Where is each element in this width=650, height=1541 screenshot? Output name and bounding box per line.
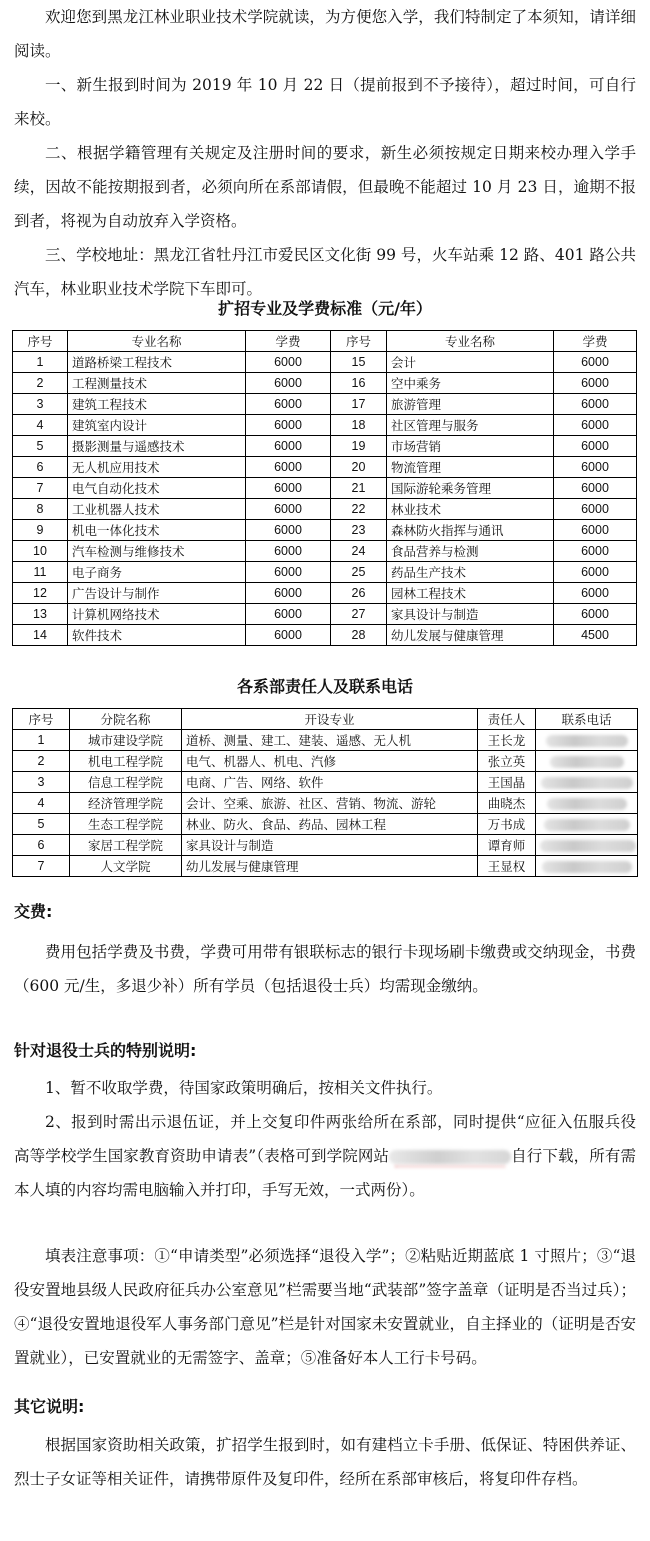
fees-table-row (13, 415, 637, 436)
cell-index: 13 (13, 604, 68, 625)
cell-college: 生态工程学院 (70, 814, 182, 835)
cell-person: 万书成 (478, 814, 536, 835)
cell-index: 22 (331, 499, 387, 520)
cell-phone-redacted (536, 814, 638, 835)
cell-fee: 6000 (246, 457, 331, 478)
fees-table-row (13, 457, 637, 478)
cell-person: 王显权 (478, 856, 536, 877)
cell-college: 人文学院 (70, 856, 182, 877)
cell-major: 国际游轮乘务管理 (387, 478, 554, 499)
cell-index: 11 (13, 562, 68, 583)
cell-major: 软件技术 (68, 625, 246, 646)
cell-major: 工业机器人技术 (68, 499, 246, 520)
cell-majors: 家具设计与制造 (182, 835, 478, 856)
col-header-index: 序号 (331, 331, 387, 352)
veterans-heading: 针对退役士兵的特别说明: (14, 1041, 197, 1060)
cell-major: 机电一体化技术 (68, 520, 246, 541)
cell-fee: 6000 (554, 604, 637, 625)
veterans-item-2 (14, 1105, 636, 1207)
cell-index: 12 (13, 583, 68, 604)
cell-index: 3 (13, 394, 68, 415)
cell-major: 物流管理 (387, 457, 554, 478)
cell-fee: 6000 (246, 604, 331, 625)
contacts-table-row (13, 856, 638, 877)
cell-person: 张立英 (478, 751, 536, 772)
cell-index: 15 (331, 352, 387, 373)
veterans-item-2-text: 2、报到时需出示退伍证，并上交复印件两张给所在系部，同时提供“应征入伍服兵役高等学校学生国家教育资助申请表”（表格可到学院网站 (14, 1113, 636, 1165)
col-header-college: 分院名称 (70, 709, 182, 730)
veterans-item-1: 1、暂不收取学费，待国家政策明确后，按相关文件执行。 (45, 1079, 443, 1097)
cell-major: 会计 (387, 352, 554, 373)
fees-table-row (13, 373, 637, 394)
cell-fee: 6000 (554, 520, 637, 541)
cell-person: 王国晶 (478, 772, 536, 793)
fees-table-header (13, 331, 637, 352)
cell-index: 24 (331, 541, 387, 562)
cell-fee: 6000 (246, 625, 331, 646)
cell-fee: 6000 (246, 373, 331, 394)
contacts-table-row (13, 814, 638, 835)
cell-major: 计算机网络技术 (68, 604, 246, 625)
cell-college: 城市建设学院 (70, 730, 182, 751)
cell-majors: 电商、广告、网络、软件 (182, 772, 478, 793)
cell-index: 8 (13, 499, 68, 520)
cell-fee: 6000 (554, 436, 637, 457)
cell-major: 广告设计与制作 (68, 583, 246, 604)
cell-majors: 会计、空乘、旅游、社区、营销、物流、游轮 (182, 793, 478, 814)
payment-paragraph: 费用包括学费及书费，学费可用带有银联标志的银行卡现场刷卡缴费或交纳现金，书费（600 元/生，多退少补）所有学员（包括退役士兵）均需现金缴纳。 (14, 943, 636, 995)
cell-phone-redacted (536, 835, 638, 856)
other-heading: 其它说明: (14, 1397, 85, 1416)
cell-index: 28 (331, 625, 387, 646)
cell-majors: 道桥、测量、建工、建装、遥感、无人机 (182, 730, 478, 751)
cell-fee: 6000 (554, 541, 637, 562)
col-header-major: 专业名称 (387, 331, 554, 352)
cell-college: 信息工程学院 (70, 772, 182, 793)
cell-index: 2 (13, 373, 68, 394)
cell-fee: 6000 (554, 352, 637, 373)
fees-table-row (13, 541, 637, 562)
cell-major: 电子商务 (68, 562, 246, 583)
cell-fee: 6000 (246, 541, 331, 562)
cell-person: 王长龙 (478, 730, 536, 751)
contacts-table-title: 各系部责任人及联系电话 (236, 677, 413, 696)
cell-index: 10 (13, 541, 68, 562)
redacted-phone (547, 798, 627, 810)
cell-fee: 6000 (246, 436, 331, 457)
cell-index: 3 (13, 772, 70, 793)
cell-fee: 6000 (246, 499, 331, 520)
cell-fee: 6000 (554, 562, 637, 583)
fees-table-row (13, 436, 637, 457)
cell-index: 4 (13, 793, 70, 814)
cell-index: 26 (331, 583, 387, 604)
col-header-person: 责任人 (478, 709, 536, 730)
redacted-website-link[interactable] (389, 1150, 511, 1164)
cell-person: 曲晓杰 (478, 793, 536, 814)
fees-table-row (13, 478, 637, 499)
cell-major: 森林防火指挥与通讯 (387, 520, 554, 541)
cell-major: 建筑工程技术 (68, 394, 246, 415)
cell-major: 工程测量技术 (68, 373, 246, 394)
cell-index: 18 (331, 415, 387, 436)
cell-major: 食品营养与检测 (387, 541, 554, 562)
cell-major: 社区管理与服务 (387, 415, 554, 436)
cell-fee: 6000 (554, 457, 637, 478)
cell-index: 19 (331, 436, 387, 457)
redacted-phone (542, 861, 632, 873)
cell-college: 家居工程学院 (70, 835, 182, 856)
cell-fee: 6000 (554, 478, 637, 499)
contacts-table-row (13, 793, 638, 814)
cell-fee: 6000 (554, 373, 637, 394)
cell-index: 5 (13, 436, 68, 457)
fees-table-row (13, 352, 637, 373)
payment-heading: 交费: (14, 902, 53, 921)
cell-majors: 电气、机器人、机电、汽修 (182, 751, 478, 772)
col-header-index: 序号 (13, 709, 70, 730)
col-header-fee: 学费 (246, 331, 331, 352)
cell-index: 5 (13, 814, 70, 835)
cell-index: 6 (13, 835, 70, 856)
cell-index: 25 (331, 562, 387, 583)
contacts-table-row (13, 835, 638, 856)
fees-table-row (13, 604, 637, 625)
cell-phone-redacted (536, 772, 638, 793)
col-header-major: 专业名称 (68, 331, 246, 352)
cell-phone-redacted (536, 793, 638, 814)
cell-major: 药品生产技术 (387, 562, 554, 583)
cell-major: 林业技术 (387, 499, 554, 520)
cell-fee: 6000 (554, 394, 637, 415)
redacted-phone (550, 756, 624, 768)
col-header-majors: 开设专业 (182, 709, 478, 730)
other-paragraph: 根据国家资助相关政策，扩招学生报到时，如有建档立卡手册、低保证、特困供养证、烈士子女证等相关证件，请携带原件及复印件，经所在系部审核后，将复印件存档。 (14, 1436, 636, 1488)
cell-phone-redacted (536, 730, 638, 751)
cell-index: 1 (13, 352, 68, 373)
cell-majors: 幼儿发展与健康管理 (182, 856, 478, 877)
fees-table-row (13, 499, 637, 520)
cell-index: 17 (331, 394, 387, 415)
cell-fee: 6000 (246, 520, 331, 541)
fees-table-row (13, 562, 637, 583)
cell-fee: 6000 (554, 415, 637, 436)
cell-index: 23 (331, 520, 387, 541)
cell-fee: 6000 (246, 562, 331, 583)
cell-index: 2 (13, 751, 70, 772)
cell-major: 汽车检测与维修技术 (68, 541, 246, 562)
redacted-phone (540, 840, 636, 852)
cell-index: 16 (331, 373, 387, 394)
cell-fee: 6000 (554, 583, 637, 604)
col-header-fee: 学费 (554, 331, 637, 352)
fees-table-row (13, 520, 637, 541)
report-time-paragraph: 一、新生报到时间为 2019 年 10 月 22 日（提前报到不予接待），超过时间，可自行来校。 (14, 76, 636, 128)
fees-table-row (13, 625, 637, 646)
col-header-phone: 联系电话 (536, 709, 638, 730)
veterans-item-2-text-cont: 自行下载，所有需本人填的内容均需电脑输入并打印，手写无效，一式两份）。 (14, 1147, 636, 1199)
cell-major: 家具设计与制造 (387, 604, 554, 625)
cell-index: 20 (331, 457, 387, 478)
cell-phone-redacted (536, 751, 638, 772)
cell-major: 幼儿发展与健康管理 (387, 625, 554, 646)
school-address-paragraph: 三、学校地址：黑龙江省牡丹江市爱民区文化街 99 号，火车站乘 12 路、401 路公共汽车，林业职业技术学院下车即可。 (14, 246, 636, 298)
cell-fee: 6000 (246, 352, 331, 373)
cell-major: 电气自动化技术 (68, 478, 246, 499)
cell-major: 无人机应用技术 (68, 457, 246, 478)
cell-major: 园林工程技术 (387, 583, 554, 604)
cell-index: 27 (331, 604, 387, 625)
cell-major: 建筑室内设计 (68, 415, 246, 436)
cell-fee: 6000 (246, 394, 331, 415)
contacts-table-row (13, 730, 638, 751)
cell-fee: 4500 (554, 625, 637, 646)
cell-major: 摄影测量与遥感技术 (68, 436, 246, 457)
fees-table-title: 扩招专业及学费标准（元/年） (218, 299, 432, 318)
cell-person: 谭育师 (478, 835, 536, 856)
cell-fee: 6000 (246, 583, 331, 604)
fees-table (12, 330, 637, 646)
cell-college: 经济管理学院 (70, 793, 182, 814)
redacted-phone (546, 735, 628, 747)
cell-index: 1 (13, 730, 70, 751)
cell-index: 4 (13, 415, 68, 436)
cell-major: 空中乘务 (387, 373, 554, 394)
cell-fee: 6000 (554, 499, 637, 520)
contacts-table-row (13, 772, 638, 793)
form-notes-paragraph: 填表注意事项：①“申请类型”必须选择“退役入学”；②粘贴近期蓝底 1 寸照片；③“退役安置地县级人民政府征兵办公室意见”栏需要当地“武装部”签字盖章（证明是否当过兵）；④“退役安置地退役军人事务部门意见”栏是针对国家未安置就业，自主择业的（证明是否安置就业），已安置就业的无需签字、盖章；⑤准备好本人工行卡号码。 (14, 1247, 636, 1367)
contacts-table (12, 708, 638, 877)
redacted-phone (544, 819, 630, 831)
cell-college: 机电工程学院 (70, 751, 182, 772)
cell-index: 7 (13, 856, 70, 877)
cell-major: 道路桥梁工程技术 (68, 352, 246, 373)
cell-major: 市场营销 (387, 436, 554, 457)
cell-index: 6 (13, 457, 68, 478)
contacts-table-row (13, 751, 638, 772)
contacts-table-header (13, 709, 638, 730)
cell-major: 旅游管理 (387, 394, 554, 415)
cell-fee: 6000 (246, 415, 331, 436)
cell-index: 9 (13, 520, 68, 541)
registration-rules-paragraph: 二、根据学籍管理有关规定及注册时间的要求，新生必须按规定日期来校办理入学手续，因故不能按期报到者，必须向所在系部请假，但最晚不能超过 10 月 23 日，逾期不报到者，将视为自动放弃入学资格。 (14, 144, 636, 230)
fees-table-row (13, 583, 637, 604)
cell-index: 7 (13, 478, 68, 499)
cell-fee: 6000 (246, 478, 331, 499)
cell-majors: 林业、防火、食品、药品、园林工程 (182, 814, 478, 835)
fees-table-row (13, 394, 637, 415)
cell-index: 21 (331, 478, 387, 499)
cell-phone-redacted (536, 856, 638, 877)
intro-paragraph: 欢迎您到黑龙江林业职业技术学院就读，为方便您入学，我们特制定了本须知，请详细阅读。 (14, 8, 636, 60)
cell-index: 14 (13, 625, 68, 646)
redacted-phone (541, 777, 633, 789)
col-header-index: 序号 (13, 331, 68, 352)
